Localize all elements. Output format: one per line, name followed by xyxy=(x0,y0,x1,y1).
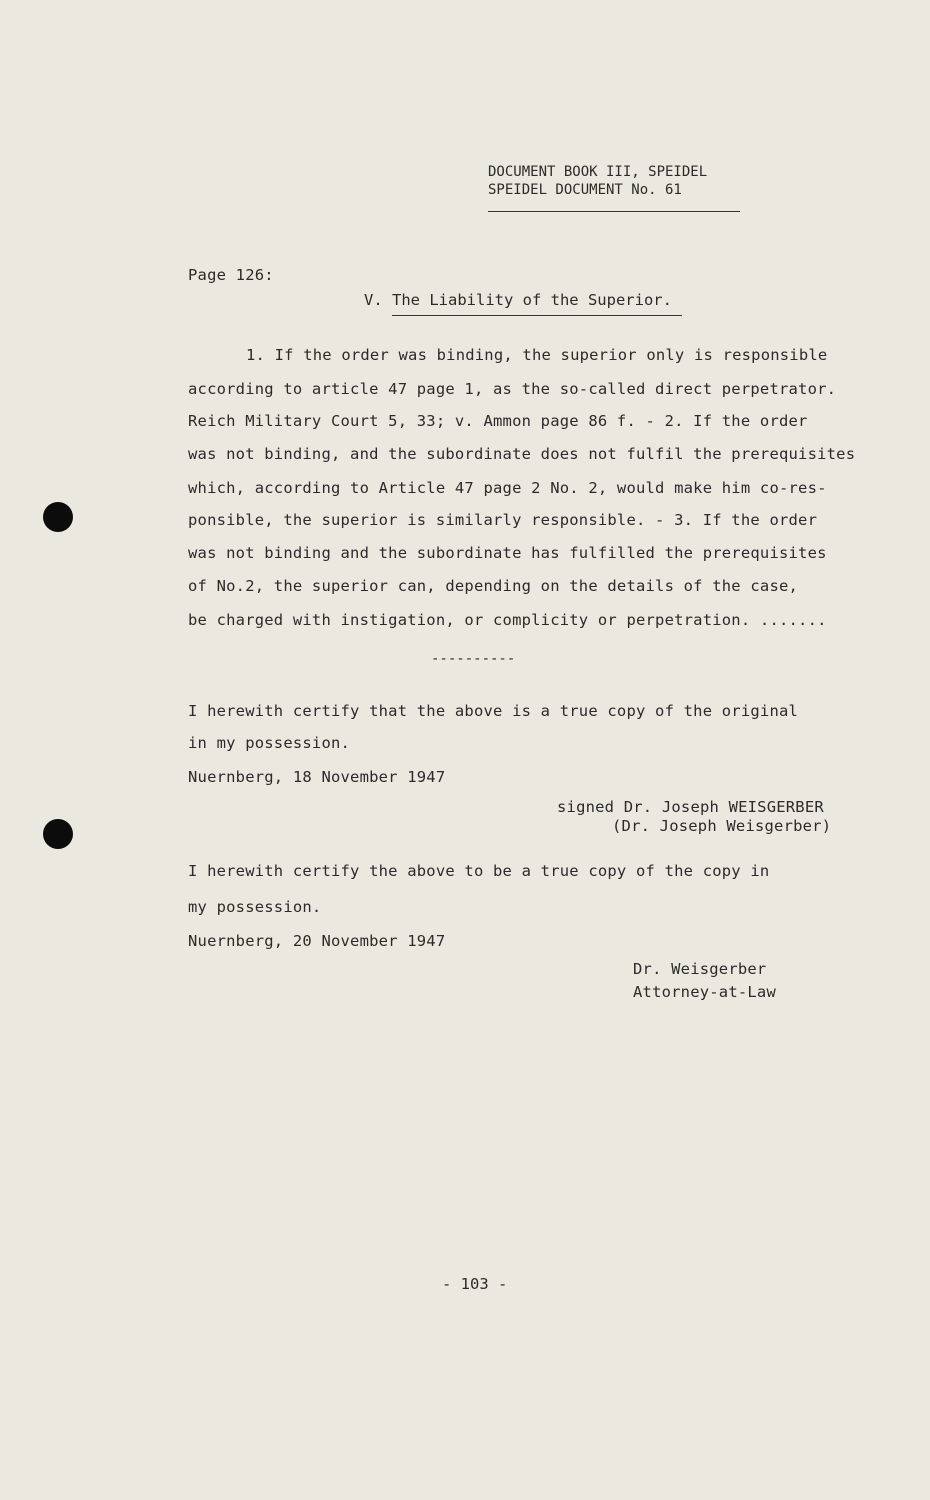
body-line: of No.2, the superior can, depending on the details of the case, xyxy=(188,577,799,595)
page-reference: Page 126: xyxy=(188,266,274,284)
body-line: 1. If the order was binding, the superior only is responsible xyxy=(246,346,828,364)
certification-1-line-1: I herewith certify that the above is a true copy of the original xyxy=(188,702,799,720)
header-line-1: DOCUMENT BOOK III, SPEIDEL xyxy=(488,164,708,180)
punch-hole-top xyxy=(43,502,73,532)
section-title-underline xyxy=(392,315,682,316)
body-line: was not binding and the subordinate has fulfilled the prerequisites xyxy=(188,544,827,562)
document-header xyxy=(488,163,707,199)
certification-2-line-1: I herewith certify the above to be a true copy of the copy in xyxy=(188,862,770,880)
body-line: according to article 47 page 1, as the so-called direct perpetrator. xyxy=(188,380,837,398)
certification-1-signed-line-2: (Dr. Joseph Weisgerber) xyxy=(612,817,832,835)
page-number: - 103 - xyxy=(442,1275,508,1293)
separator-dashes: ---------- xyxy=(431,651,516,667)
body-line: which, according to Article 47 page 2 No. 2, would make him co-res- xyxy=(188,479,827,497)
certification-2-place-date: Nuernberg, 20 November 1947 xyxy=(188,932,446,950)
header-line-2: SPEIDEL DOCUMENT No. 61 xyxy=(488,182,682,198)
certification-2-line-2: my possession. xyxy=(188,898,322,916)
signer-name: Dr. Weisgerber xyxy=(633,960,767,978)
certification-1-place-date: Nuernberg, 18 November 1947 xyxy=(188,768,446,786)
header-underline xyxy=(488,211,740,212)
certification-1-signed-line-1: signed Dr. Joseph WEISGERBER xyxy=(557,798,824,816)
body-line: be charged with instigation, or complicity or perpetration. ....... xyxy=(188,611,827,629)
certification-1-line-2: in my possession. xyxy=(188,734,351,752)
body-line: was not binding, and the subordinate does not fulfil the prerequisites xyxy=(188,445,856,463)
section-title: V. The Liability of the Superior. xyxy=(364,291,672,309)
signer-title: Attorney-at-Law xyxy=(633,983,776,1001)
punch-hole-bottom xyxy=(43,819,73,849)
body-line: Reich Military Court 5, 33; v. Ammon page 86 f. - 2. If the order xyxy=(188,412,808,430)
body-line: ponsible, the superior is similarly responsible. - 3. If the order xyxy=(188,511,818,529)
